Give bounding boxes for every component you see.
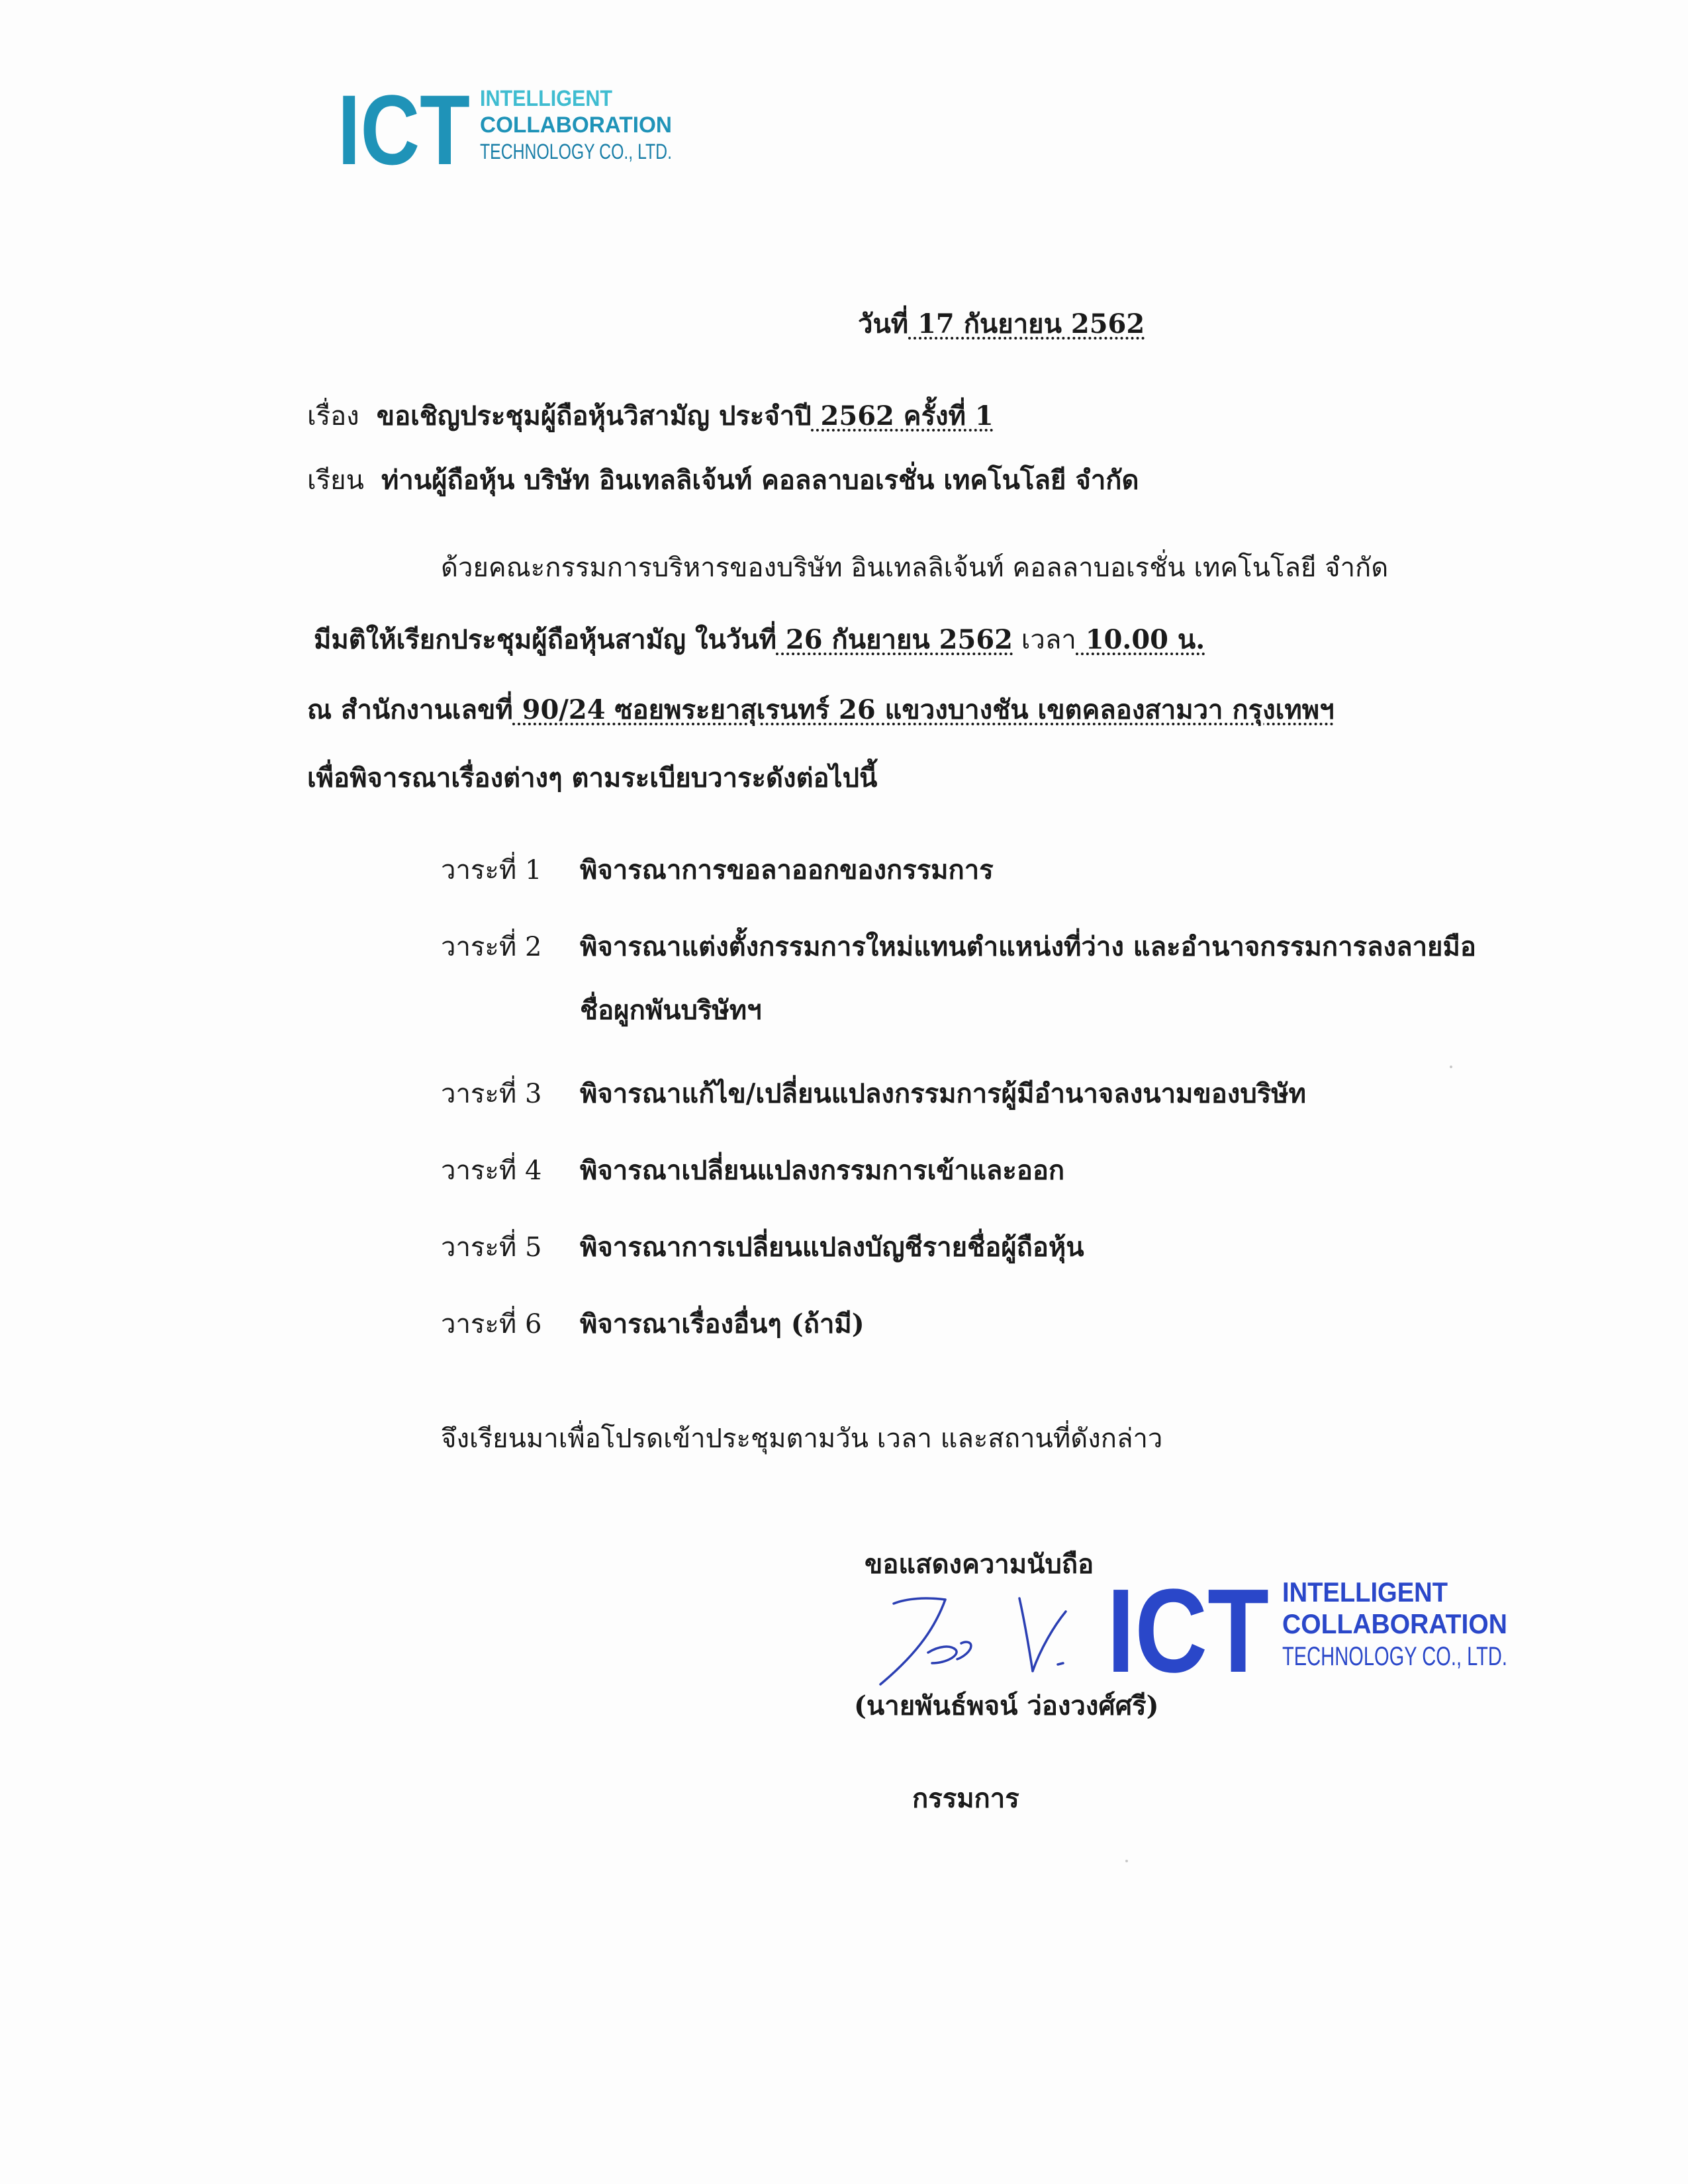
- signer-name: (นายพันธ์พจน์ ว่องวงศ์ศรี): [854, 1690, 1159, 1721]
- agenda-text: พิจารณาเปลี่ยนแปลงกรรมการเข้าและออก: [580, 1155, 1065, 1186]
- signer-title: กรรมการ: [912, 1783, 1019, 1814]
- agenda-item: [441, 1306, 1566, 1343]
- agenda-item: [441, 852, 1566, 889]
- subject-label: เรื่อง: [307, 401, 359, 432]
- agenda-text: พิจารณาการเปลี่ยนแปลงบัญชีรายชื่อผู้ถือหุ้น: [580, 1232, 1084, 1263]
- meeting-date: 26 กันยายน 2562: [776, 624, 1013, 655]
- stamp-line-3: TECHNOLOGY CO., LTD.: [1282, 1642, 1507, 1671]
- subject-value: 2562 ครั้งที่ 1: [811, 400, 994, 432]
- meeting-time-label: เวลา: [1013, 625, 1076, 655]
- agenda-number: วาระที่ 3: [441, 1079, 542, 1109]
- agenda-number: วาระที่ 4: [441, 1156, 542, 1186]
- body-line-4: เพื่อพิจารณาเรื่องต่างๆ ตามระเบียบวาระดังต่อไปนี้: [307, 762, 878, 794]
- regards-line: ขอแสดงความนับถือ: [865, 1549, 1094, 1580]
- body-line-3: [307, 692, 1335, 729]
- logo-line-3: TECHNOLOGY CO., LTD.: [480, 140, 672, 163]
- logo-mark: ICT: [338, 74, 470, 185]
- stamp-mark: ICT: [1107, 1565, 1269, 1698]
- agenda-item: [441, 1152, 1566, 1189]
- date-value: 17 กันยายน 2562: [908, 308, 1145, 340]
- subject-text: ขอเชิญประชุมผู้ถือหุ้นวิสามัญ ประจำปี: [376, 400, 812, 432]
- logo-line-1: INTELLIGENT: [480, 86, 613, 111]
- scan-speck: [1450, 1066, 1452, 1068]
- agenda-item: [441, 1075, 1566, 1113]
- body-line-2: [314, 621, 1205, 659]
- closing-line: จึงเรียนมาเพื่อโปรดเข้าประชุมตามวัน เวลา และสถานที่ดังกล่าว: [441, 1424, 1163, 1454]
- stamp-line-2: COLLABORATION: [1282, 1608, 1507, 1639]
- agenda-text: พิจารณาเรื่องอื่นๆ (ถ้ามี): [580, 1308, 865, 1340]
- agenda-item: [441, 929, 1566, 1042]
- agenda-text: พิจารณาการขอลาออกของกรรมการ: [580, 854, 994, 886]
- letter-subject: [307, 398, 994, 435]
- agenda-number: วาระที่ 1: [441, 855, 542, 886]
- signature-image: [867, 1585, 1092, 1691]
- logo-line-2: COLLABORATION: [480, 113, 672, 138]
- body-line-1: ด้วยคณะกรรมการบริหารของบริษัท อินเทลลิเจ้นท์ คอลลาบอเรชั่น เทคโนโลยี จำกัด: [441, 553, 1389, 583]
- agenda-number: วาระที่ 6: [441, 1309, 542, 1340]
- agenda-text: พิจารณาแก้ไข/เปลี่ยนแปลงกรรมการผู้มีอำนาจลงนามของบริษัท: [580, 1078, 1306, 1109]
- company-stamp-logo: [1107, 1565, 1517, 1698]
- date-prefix: วันที่: [858, 308, 909, 340]
- to-text: ท่านผู้ถือหุ้น บริษัท อินเทลลิเจ้นท์ คอลลาบอเรชั่น เทคโนโลยี จำกัด: [381, 465, 1139, 496]
- agenda-list: [441, 852, 1566, 1383]
- agenda-number: วาระที่ 5: [441, 1232, 542, 1263]
- letter-recipient: [307, 462, 1139, 499]
- company-logo: [338, 74, 682, 185]
- letter-date: [858, 306, 1145, 343]
- to-label: เรียน: [307, 465, 364, 496]
- venue-address: 90/24 ซอยพระยาสุเรนทร์ 26 แขวงบางชัน เขตคลองสามวา กรุงเทพฯ: [512, 694, 1335, 725]
- scan-speck: [1125, 1860, 1128, 1862]
- agenda-item: [441, 1229, 1566, 1266]
- venue-intro: ณ สำนักงานเลขที่: [307, 694, 513, 725]
- meeting-time: 10.00 น.: [1076, 624, 1205, 655]
- agenda-number: วาระที่ 2: [441, 932, 542, 962]
- meeting-intro: มีมติให้เรียกประชุมผู้ถือหุ้นสามัญ ในวันที่: [314, 624, 776, 655]
- stamp-line-1: INTELLIGENT: [1282, 1576, 1448, 1608]
- agenda-text: พิจารณาแต่งตั้งกรรมการใหม่แทนตำแหน่งที่ว่าง และอำนาจกรรมการลงลายมือชื่อผูกพันบริษัทฯ: [580, 931, 1476, 1026]
